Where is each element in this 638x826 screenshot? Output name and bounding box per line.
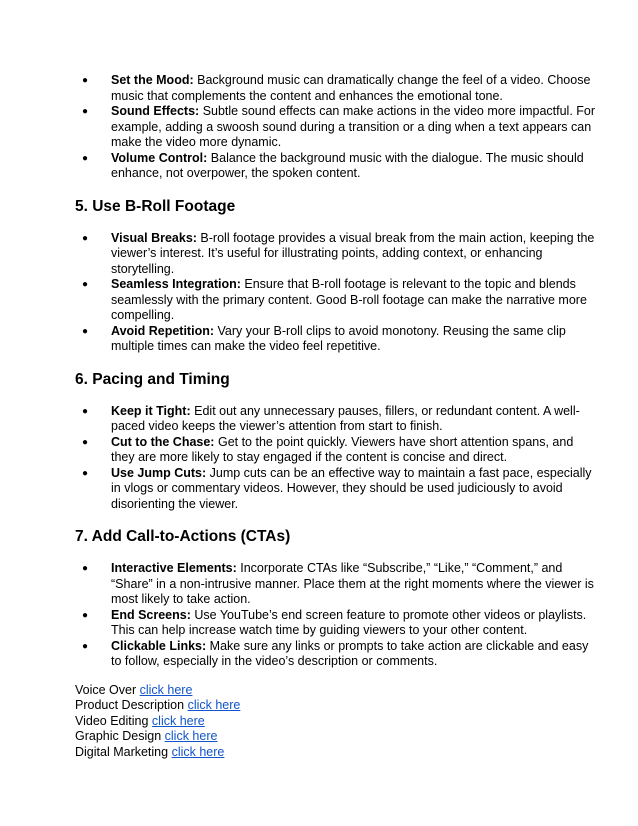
bullet-text: Jump cuts can be an effective way to maintain a fast pace, especially in vlogs or commentary videos. However, they should be used judiciously to avoid disorienting the viewer. bbox=[111, 465, 592, 511]
link-row-graphic-design bbox=[75, 729, 598, 745]
section-heading-ctas: 7. Add Call-to-Actions (CTAs) bbox=[75, 528, 291, 545]
bullet-term: Cut to the Chase: bbox=[111, 434, 215, 449]
bullet-text: Get to the point quickly. Viewers have short attention spans, and they are more likely to stay engaged if the content is concise and direct. bbox=[111, 434, 574, 464]
graphic-design-link[interactable]: click here bbox=[164, 729, 218, 743]
bullet-term: Sound Effects: bbox=[111, 104, 200, 118]
bullet-text: B-roll footage provides a visual break from the main action, keeping the viewer’s interest. It’s useful for illustrating points, adding context, or enhancing storytelling. bbox=[111, 230, 595, 276]
service-links bbox=[75, 683, 598, 761]
bullet-icon: ● bbox=[82, 467, 89, 479]
bullet-term: Interactive Elements: bbox=[111, 561, 237, 575]
bullet-term: Use Jump Cuts: bbox=[111, 465, 207, 480]
bullet-term: Clickable Links: bbox=[111, 638, 207, 653]
bullet-icon: ● bbox=[82, 325, 89, 337]
list-item bbox=[75, 324, 598, 355]
list-item bbox=[75, 277, 598, 324]
bullet-text: Vary your B-roll clips to avoid monotony. Reusing the same clip multiple times can make the video feel repetitive. bbox=[111, 323, 566, 353]
bullet-term: Volume Control: bbox=[111, 150, 208, 165]
pacing-bullet-list bbox=[75, 404, 598, 513]
bullet-icon: ● bbox=[82, 405, 89, 417]
product-description-link[interactable]: click here bbox=[187, 698, 241, 712]
list-item bbox=[75, 73, 598, 104]
bullet-term: Set the Mood: bbox=[111, 73, 194, 87]
list-item bbox=[75, 404, 598, 435]
b-roll-bullet-list bbox=[75, 231, 598, 355]
list-item bbox=[75, 639, 598, 670]
bullet-icon: ● bbox=[82, 436, 89, 448]
intro-bullet-list bbox=[75, 73, 598, 182]
link-label: Voice Over bbox=[75, 682, 137, 697]
bullet-term: Visual Breaks: bbox=[111, 230, 197, 245]
bullet-text: Incorporate CTAs like “Subscribe,” “Like,” “Comment,” and “Share” in a non-intrusive manner. Place them at the right moments where the viewer is most likely to take action. bbox=[111, 561, 594, 606]
bullet-text: Use YouTube’s end screen feature to promote other videos or playlists. This can help increase watch time by guiding viewers to your other content. bbox=[111, 607, 587, 637]
link-row-digital-marketing bbox=[75, 745, 598, 761]
bullet-icon: ● bbox=[82, 563, 89, 574]
bullet-text: Subtle sound effects can make actions in the video more impactful. For example, adding a swoosh sound during a transition or a ding when a text appears can make the video more dynamic. bbox=[111, 104, 596, 149]
bullet-text: Background music can dramatically change the feel of a video. Choose music that complements the content and enhances the emotional tone. bbox=[111, 73, 591, 103]
bullet-text: Balance the background music with the dialogue. The music should enhance, not overpower, the spoken content. bbox=[111, 150, 584, 180]
link-label: Product Description bbox=[75, 698, 185, 712]
link-label: Graphic Design bbox=[75, 729, 162, 743]
digital-marketing-link[interactable]: click here bbox=[171, 744, 225, 759]
bullet-icon: ● bbox=[82, 75, 89, 86]
link-row-product-description bbox=[75, 698, 598, 714]
bullet-term: Seamless Integration: bbox=[111, 277, 241, 291]
video-editing-link[interactable]: click here bbox=[151, 713, 205, 728]
list-item bbox=[75, 608, 598, 639]
section-heading-pacing: 6. Pacing and Timing bbox=[75, 370, 230, 388]
bullet-term: Avoid Repetition: bbox=[111, 323, 215, 338]
list-item bbox=[75, 466, 598, 513]
link-row-video-editing bbox=[75, 714, 598, 730]
link-row-voice-over bbox=[75, 683, 598, 699]
bullet-text: Ensure that B-roll footage is relevant to the topic and blends seamlessly with the primary content. Good B-roll footage can make the narrative more compelling. bbox=[111, 277, 587, 322]
bullet-icon: ● bbox=[82, 106, 89, 117]
bullet-text: Make sure any links or prompts to take action are clickable and easy to follow, especially in the video’s description or comments. bbox=[111, 638, 589, 668]
section-heading-b-roll: 5. Use B-Roll Footage bbox=[75, 197, 236, 215]
bullet-icon: ● bbox=[82, 640, 89, 652]
bullet-term: Keep it Tight: bbox=[111, 403, 191, 418]
bullet-icon: ● bbox=[82, 609, 89, 621]
bullet-term: End Screens: bbox=[111, 607, 191, 622]
link-label: Digital Marketing bbox=[75, 744, 169, 759]
bullet-icon: ● bbox=[82, 232, 89, 244]
bullet-icon: ● bbox=[82, 152, 89, 164]
bullet-icon: ● bbox=[82, 279, 89, 290]
cta-bullet-list bbox=[75, 561, 598, 670]
list-item bbox=[75, 561, 598, 608]
link-label: Video Editing bbox=[75, 713, 149, 728]
voice-over-link[interactable]: click here bbox=[139, 682, 193, 697]
bullet-text: Edit out any unnecessary pauses, fillers, or redundant content. A well-paced video keeps the viewer’s attention from start to finish. bbox=[111, 403, 580, 433]
list-item bbox=[75, 104, 598, 151]
list-item bbox=[75, 231, 598, 278]
list-item bbox=[75, 435, 598, 466]
list-item bbox=[75, 151, 598, 182]
